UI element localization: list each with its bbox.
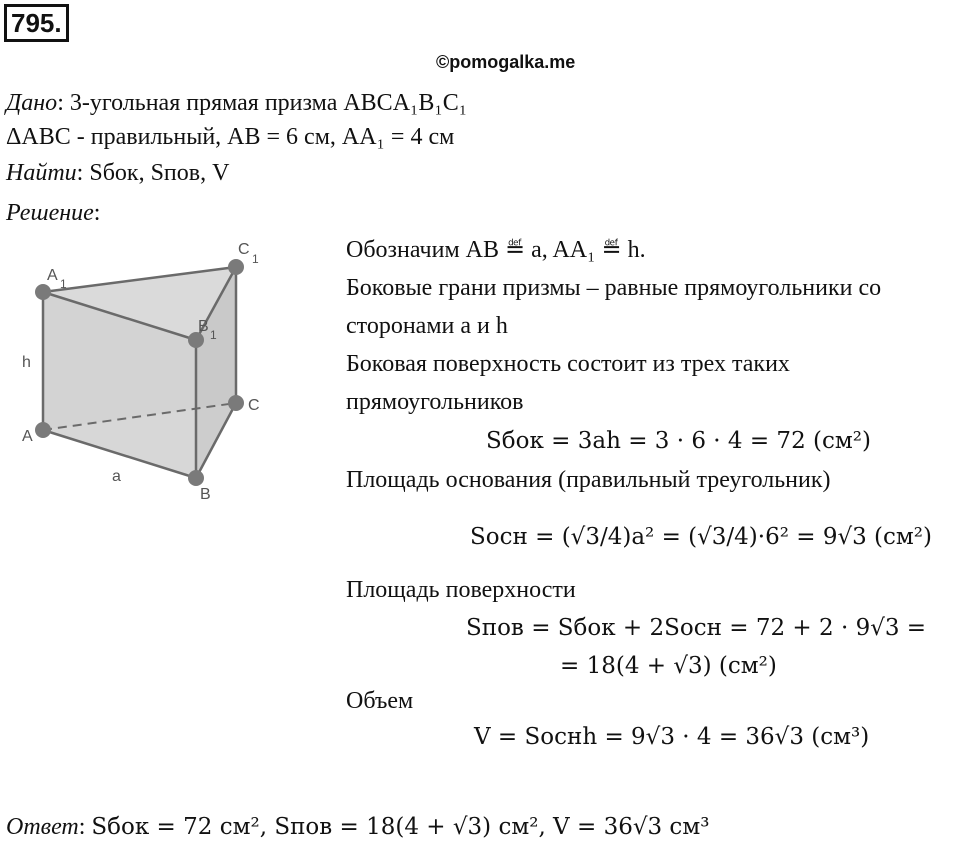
answer-label: Ответ (6, 814, 79, 840)
formula-lateral-area: Sбок = 3ah = 3 · 6 · 4 = 72 (см²) (486, 428, 871, 454)
solution-line-7: Площадь основания (правильный треугольник) (346, 467, 831, 493)
prism-figure (0, 240, 300, 510)
watermark: ©pomogalka.me (436, 52, 576, 72)
vertex-b (188, 470, 204, 486)
label-b1: B (198, 318, 209, 335)
label-c1: C (238, 241, 250, 258)
solution-line-9: Площадь поверхности (346, 577, 576, 603)
solution-line-3: сторонами a и h (346, 313, 508, 339)
label-a-edge: a (112, 468, 121, 485)
label-h: h (22, 354, 31, 371)
vertex-c1 (228, 259, 244, 275)
problem-number: 795. (4, 4, 69, 42)
solution-line-4: Боковая поверхность состоит из трех таких (346, 351, 790, 377)
solution-line-2: Боковые грани призмы – равные прямоугольники со (346, 275, 882, 301)
label-a1-sub: 1 (60, 277, 67, 291)
formula-total-area-2: = 18(4 + √3) (см²) (560, 653, 777, 679)
label-c1-sub: 1 (252, 252, 259, 266)
solution-line-12: Объем (346, 688, 414, 714)
given-label: Дано (6, 90, 58, 116)
find-text: Sбок, Sпов, V (89, 160, 230, 186)
formula-base-area: Sосн = (√3/4)a² = (√3/4)·6² = 9√3 (см²) (470, 524, 932, 550)
solution-line-1: Обозначим AB ≝ a, AA₁ ≝ h. (346, 237, 646, 263)
vertex-a (35, 422, 51, 438)
answer-text: Sбок = 72 см², Sпов = 18(4 + √3) см², V = 36√3 см³ (91, 814, 710, 840)
formula-total-area-1: Sпов = Sбок + 2Sосн = 72 + 2 · 9√3 = (466, 615, 927, 641)
solution-label: Решение (6, 200, 94, 226)
solution-line-5: прямоугольников (346, 389, 524, 415)
label-c: C (248, 397, 260, 414)
formula-volume: V = Sоснh = 9√3 · 4 = 36√3 (см³) (474, 724, 870, 750)
answer-line: Ответ: Sбок = 72 см², Sпов = 18(4 + √3) см², V = 36√3 см³ (6, 814, 710, 840)
given-line-2: ΔABC - правильный, AB = 6 см, AA₁ = 4 см (6, 124, 455, 150)
label-b1-sub: 1 (210, 328, 217, 342)
given-text: 3-угольная прямая призма ABCA₁B₁C₁ (69, 90, 468, 116)
find-line: Найти: Sбок, Sпов, V (6, 160, 230, 186)
label-b: B (200, 486, 211, 503)
label-a1: A (47, 267, 58, 284)
vertex-a1 (35, 284, 51, 300)
given-line-1: Дано: 3-угольная прямая призма ABCA₁B₁C₁ (6, 90, 468, 116)
vertex-c (228, 395, 244, 411)
label-a: A (22, 428, 33, 445)
find-label: Найти (6, 160, 77, 186)
solution-line: Решение: (6, 200, 101, 226)
